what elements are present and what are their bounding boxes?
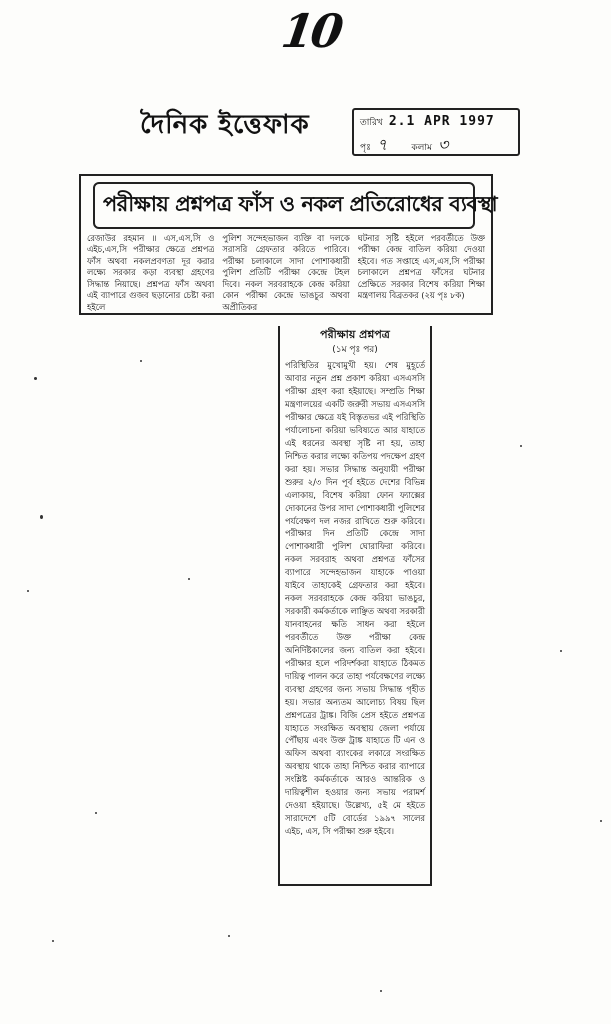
scan-speck <box>27 590 29 592</box>
stamp-date-value: 2.1 APR 1997 <box>388 114 495 129</box>
article-column-1: রেজাউর রহমান ॥ এস,এস,সি ও এইচ,এস,সি পরীক্ষার ক্ষেত্রে প্রশ্নপত্র ফাঁস অথবা নকলপ্রবণতা দূর করার লক্ষ্যে সরকার কড়া ব্যবস্থা গ্রহণের সিদ্ধান্ত নিয়াছে। প্রশ্নপত্র ফাঁস অথবা এই ব্যাপারে গুজব ছড়ানোর চেষ্টা করা হইলে <box>87 233 215 311</box>
article-columns <box>87 233 485 311</box>
article-clipping <box>79 174 498 315</box>
scan-speck <box>520 445 522 447</box>
stamp-column-label: কলাম <box>411 143 432 153</box>
scan-speck <box>228 935 230 937</box>
scan-speck <box>560 650 562 652</box>
continuation-subtitle: (১ম পৃঃ পর) <box>332 345 378 356</box>
newspaper-masthead: দৈনিক ইত্তেফাক <box>140 110 310 140</box>
stamp-page-label: পৃঃ <box>360 143 371 153</box>
scan-speck <box>140 360 142 362</box>
stamp-column-value: ৩ <box>437 135 449 154</box>
clipping-date-stamp <box>352 108 520 156</box>
scan-speck <box>52 940 54 942</box>
scan-speck <box>380 990 382 992</box>
handwritten-page-number: 10 <box>278 4 344 58</box>
article-headline: পরীক্ষায় প্রশ্নপত্র ফাঁস ও নকল প্রতিরোধের ব্যবস্থা <box>93 182 475 229</box>
scan-speck <box>95 812 97 814</box>
continuation-body: পরিস্থিতির মুখোমুখী হয়। শেষ মুহূর্তে আবার নতুন প্রশ্ন প্রকাশ করিয়া এসএসসি পরীক্ষা গ্রহণ করা হইয়াছে। সম্প্রতি শিক্ষা মন্ত্রণালয়ের একটি জরুরী সভায় এসএসসি পরীক্ষার ক্ষেত্রে যই বিস্তৃতভর এই পরিস্থিতি পর্যালোচনা করিয়া ভবিষ্যতে আর যাহাতে এই ধরনের অবস্থা সৃষ্টি না হয়, তাহা নিশ্চিত করার লক্ষ্যে কতিপয় পদক্ষেপ গ্রহণ করা হয়। সভার সিদ্ধান্ত অনুযায়ী পরীক্ষা শুরুর ২/৩ দিন পূর্ব হইতে দেশের বিভিন্ন এলাকায়, বিশেষ করিয়া ফোন ফ্যাক্সের দোকানের উপর সাদা পোশাকধারী পুলিশের পর্যবেক্ষণ দল নজর রাখিতে শুরু করিবে। পরীক্ষার দিন প্রতিটি কেন্দ্রে সাদা পোশাকধারী পুলিশ ঘোরাফিরা করিবে। নকল সরবরাহ অথবা প্রশ্নপত্র ফাঁসের ব্যাপারে সন্দেহভাজন যাহাকে পাওয়া যাইবে তাহাকেই গ্রেফতার করা হইবে। নকল সরবরাহকে কেন্দ্র করিয়া ভাঙচুর, সরকারী কর্মকর্তাকে লাঞ্ছিত অথবা সরকারী যানবাহনের ক্ষতি সাধন করা হইলে পরবর্তীতে উক্ত পরীক্ষা কেন্দ্র অনির্দিষ্টকালের জন্য বাতিল করা হইবে। পরীক্ষার হলে পরিদর্শকরা যাহাতে ঠিকমত দায়িত্ব পালন করে তাহা পর্যবেক্ষণের লক্ষ্যে ব্যবস্থা গ্রহণের জন্য সভায় সিদ্ধান্ত গৃহীত হয়। সভার অন্যতম আলোচ্য বিষয় ছিল প্রশ্নপত্রের ট্রাঙ্ক। বিজি প্রেস হইতে প্রশ্নপত্র যাহাতে সংরক্ষিত অবস্থায় জেলা পর্যায়ে পৌঁছায় এবং উক্ত ট্রাঙ্ক যাহাতে টি এন ও অফিস অথবা ব্যাংকের লকারে সংরক্ষিত অবস্থায় থাকে তাহা নিশ্চিত করার ব্যাপারে সংশ্লিষ্ট কর্মকর্তাকে আরও আন্তরিক ও দায়িত্বশীল হওয়ার জন্য সভায় পরামর্শ দেওয়া হইয়াছে। উল্লেখ্য, ৫ই মে হইতে সারাদেশে ৫টি বোর্ডের ১৯৯৭ সালের এইচ, এস, সি পরীক্ষা শুরু হইবে। <box>285 360 425 837</box>
scan-speck <box>600 820 602 822</box>
continuation-title: পরীক্ষায় প্রশ্নপত্র <box>320 328 390 341</box>
stamp-date-label: তারিখ <box>360 118 383 128</box>
scan-speck <box>34 377 37 380</box>
continuation-clipping <box>278 326 432 886</box>
article-column-3: ঘটনার সৃষ্টি হইলে পরবর্তীতে উক্ত পরীক্ষা কেন্দ্র বাতিল করিয়া দেওয়া হইবে। গত সপ্তাহে এস,এস,সি পরীক্ষা চলাকালে প্রশ্নপত্র ফাঁসের ঘটনার প্রেক্ষিতে সরকার বিশেষ করিয়া শিক্ষা মন্ত্রণালয় বিব্রতকর (২য় পৃঃ ৮ক) <box>357 233 485 301</box>
scan-speck <box>188 578 190 580</box>
article-column-2: পুলিশ সন্দেহভাজন ব্যক্তি বা দলকে সরাসরি গ্রেফতার করিতে পারিবে। পরীক্ষা চলাকালে সাদা পোশাকধারী পুলিশ প্রতিটি পরীক্ষা কেন্দ্রে টহল দিবে। নকল সরবরাহকে কেন্দ্র করিয়া কোন পরীক্ষা কেন্দ্রে ভাঙচুর অথবা অপ্রীতিকর <box>222 233 350 311</box>
stamp-page-value: ৭ <box>376 135 388 154</box>
scan-speck <box>40 515 43 519</box>
